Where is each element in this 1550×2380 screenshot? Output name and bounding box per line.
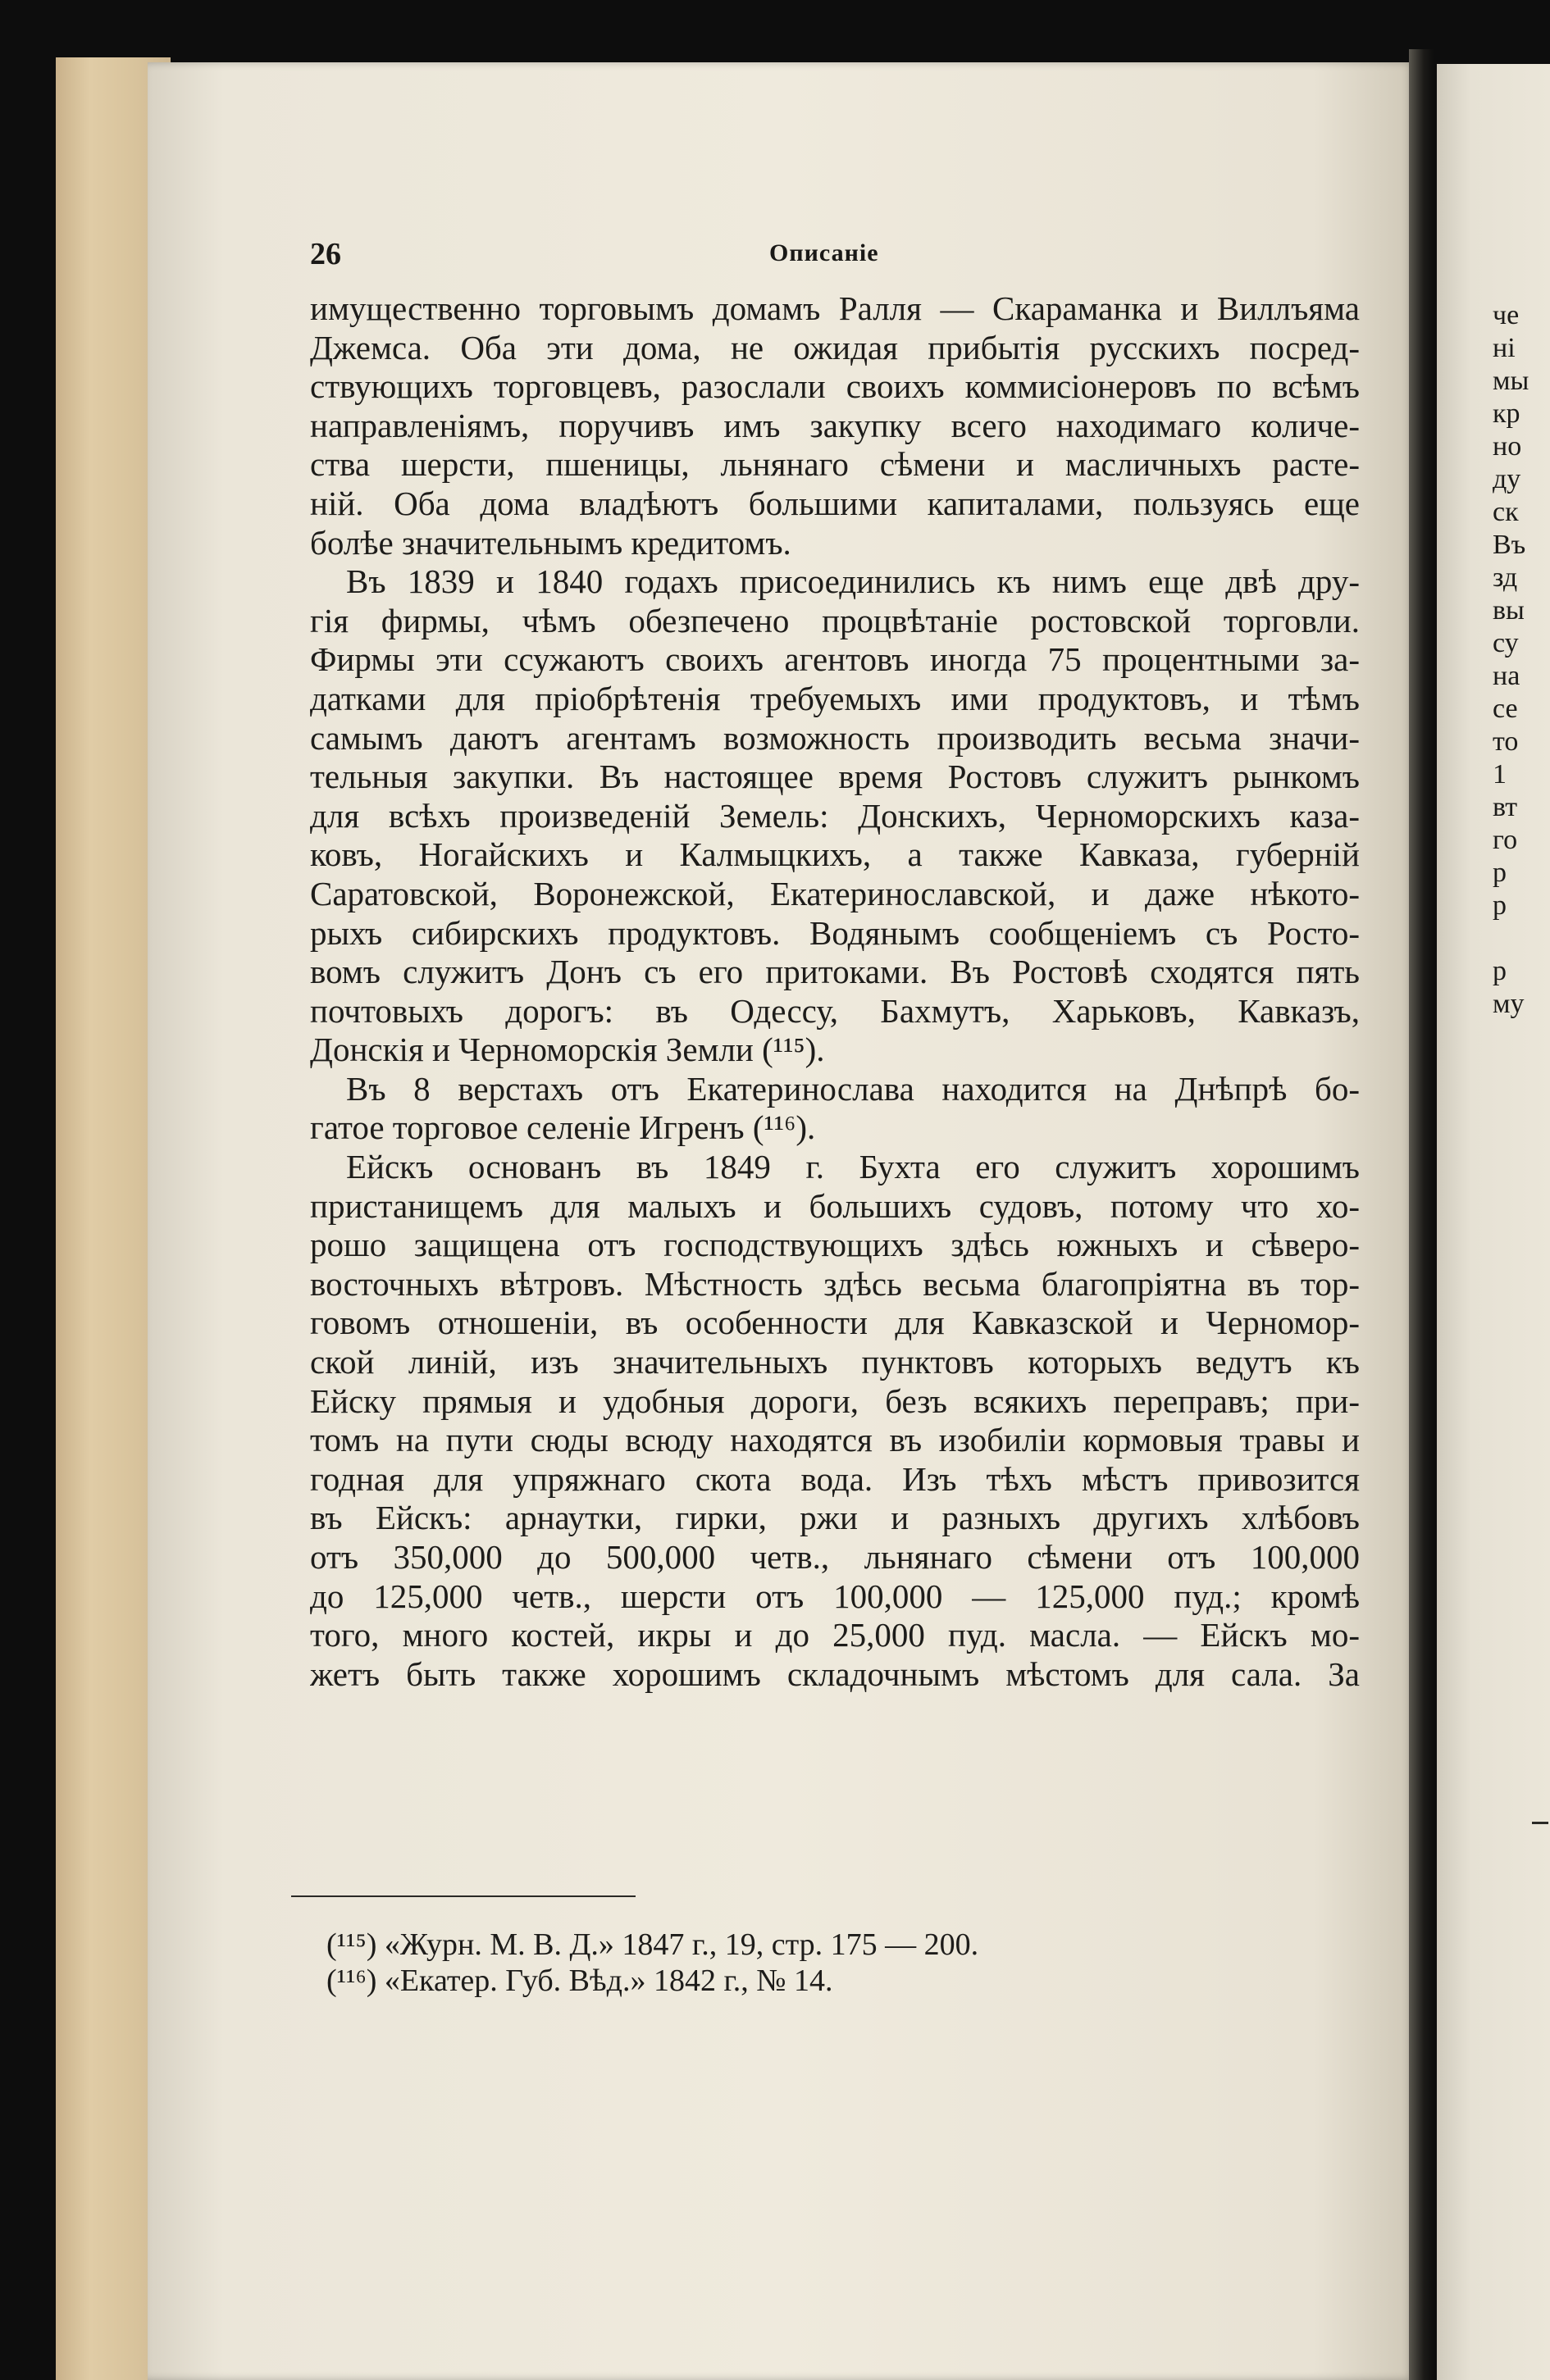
text-line: Саратовской, Воронежской, Екатеринославской, и даже нѣкото-	[310, 874, 1360, 912]
facing-line: су	[1493, 628, 1519, 658]
margin-dash	[1532, 1822, 1548, 1824]
text-line: имущественно торговымъ домамъ Ралля — Скараманка и Виллъяма	[310, 289, 1360, 327]
facing-line: ск	[1493, 497, 1519, 527]
text-line: Въ 1839 и 1840 годахъ присоединились къ нимъ еще двѣ дру-	[346, 562, 1360, 601]
text-line: ской линій, изъ значительныхъ пунктовъ которыхъ ведутъ къ	[310, 1343, 1360, 1381]
facing-line: то	[1493, 726, 1519, 757]
facing-line: р	[1493, 890, 1507, 921]
facing-line: зд	[1493, 562, 1518, 593]
text-line: направленіямъ, поручивъ имъ закупку всего находимаго количе-	[310, 406, 1360, 444]
page-number: 26	[310, 237, 341, 271]
text-line: датками для пріобрѣтенія требуемыхъ ими продуктовъ, и тѣмъ	[310, 679, 1360, 717]
text-line: Джемса. Оба эти дома, не ожидая прибытія русскихъ посред-	[310, 328, 1360, 366]
text-line: ства шерсти, пшеницы, льнянаго сѣмени и масличныхъ расте-	[310, 445, 1360, 484]
text-line: Ейску прямыя и удобныя дороги, безъ всякихъ переправъ; при-	[310, 1381, 1360, 1420]
text-line: почтовыхъ дорогъ: въ Одессу, Бахмутъ, Харьковъ, Кавказъ,	[310, 991, 1360, 1030]
text-line: гатое торговое селеніе Игренъ (¹¹⁶).	[310, 1108, 816, 1147]
facing-line: му	[1493, 989, 1525, 1019]
footnotes	[326, 1927, 1147, 1999]
text-line: болѣе значительнымъ кредитомъ.	[310, 523, 791, 562]
running-title: Описаніе	[769, 239, 879, 266]
text-line: гія фирмы, чѣмъ обезпечено процвѣтаніе ростовской торговли.	[310, 601, 1360, 639]
text-line: отъ 350,000 до 500,000 четв., льнянаго сѣмени отъ 100,000	[310, 1538, 1360, 1576]
facing-line: го	[1493, 825, 1518, 855]
text-line: самымъ даютъ агентамъ возможность производить весьма значи-	[310, 718, 1360, 757]
facing-line: Въ	[1493, 530, 1526, 560]
facing-line: кр	[1493, 398, 1520, 429]
text-line: ствующихъ торговцевъ, разослали своихъ коммисіонеровъ по всѣмъ	[310, 367, 1360, 406]
text-line: вомъ служитъ Донъ съ его притоками. Въ Ростовѣ сходятся пять	[310, 953, 1360, 991]
facing-line: на	[1493, 661, 1520, 691]
text-line: ковъ, Ногайскихъ и Калмыцкихъ, а также Кавказа, губерній	[310, 835, 1360, 874]
text-line: пристанищемъ для малыхъ и большихъ судовъ, потому что хо-	[310, 1186, 1360, 1225]
text-line: того, много костей, икры и до 25,000 пуд. масла. — Ейскъ мо-	[310, 1616, 1360, 1654]
text-line: Донскія и Черноморскія Земли (¹¹⁵).	[310, 1031, 825, 1069]
text-line: годная для упряжнаго скота вода. Изъ тѣхъ мѣстъ привозится	[310, 1459, 1360, 1498]
text-line: рыхъ сибирскихъ продуктовъ. Водянымъ сообщеніемъ съ Росто-	[310, 913, 1360, 952]
facing-line: ду	[1493, 464, 1521, 494]
facing-line: 1	[1493, 759, 1507, 790]
text-line: Ейскъ основанъ въ 1849 г. Бухта его служитъ хорошимъ	[346, 1148, 1360, 1186]
facing-line: вт	[1493, 792, 1518, 822]
text-line: восточныхъ вѣтровъ. Мѣстность здѣсь весьма благопріятна въ тор-	[310, 1264, 1360, 1303]
facing-line: се	[1493, 694, 1518, 724]
text-line: Въ 8 верстахъ отъ Екатеринослава находится на Днѣпрѣ бо-	[346, 1069, 1360, 1108]
facing-line: р	[1493, 858, 1507, 888]
gutter-shadow	[1409, 49, 1434, 2380]
text-line: въ Ейскъ: арнаутки, гирки, ржи и разныхъ другихъ хлѣбовъ	[310, 1499, 1360, 1537]
page-header	[310, 236, 1360, 272]
facing-line: но	[1493, 431, 1522, 462]
facing-line: вы	[1493, 595, 1525, 626]
facing-line: мы	[1493, 366, 1529, 396]
text-line: тельныя закупки. Въ настоящее время Ростовъ служитъ рынкомъ	[310, 758, 1360, 796]
text-line: говомъ отношеніи, въ особенности для Кавказской и Черномор-	[310, 1304, 1360, 1342]
facing-line: че	[1493, 300, 1520, 330]
text-line: рошо защищена отъ господствующихъ здѣсь южныхъ и сѣверо-	[310, 1226, 1360, 1264]
text-line: для всѣхъ произведеній Земель: Донскихъ, Черноморскихъ каза-	[310, 796, 1360, 835]
footnote-115: (¹¹⁵) «Журн. М. В. Д.» 1847 г., 19, стр. 175 — 200.	[326, 1927, 979, 1962]
facing-line: ні	[1493, 333, 1516, 363]
text-line: томъ на пути сюды всюду находятся въ изобиліи кормовыя травы и	[310, 1421, 1360, 1459]
footnote-separator	[291, 1895, 636, 1897]
facing-page-text	[1493, 299, 1550, 1021]
body-text	[310, 289, 1360, 1694]
facing-line: р	[1493, 956, 1507, 986]
text-line: до 125,000 четв., шерсти отъ 100,000 — 125,000 пуд.; кромѣ	[310, 1577, 1360, 1615]
text-line: Фирмы эти ссужаютъ своихъ агентовъ иногда 75 процентными за-	[310, 640, 1360, 679]
facing-line	[1493, 922, 1550, 955]
text-line: ній. Оба дома владѣютъ большими капиталами, пользуясь еще	[310, 484, 1360, 522]
text-line: жетъ быть также хорошимъ складочнымъ мѣстомъ для сала. За	[310, 1654, 1360, 1693]
footnote-116: (¹¹⁶) «Екатер. Губ. Вѣд.» 1842 г., № 14.	[326, 1964, 833, 1998]
